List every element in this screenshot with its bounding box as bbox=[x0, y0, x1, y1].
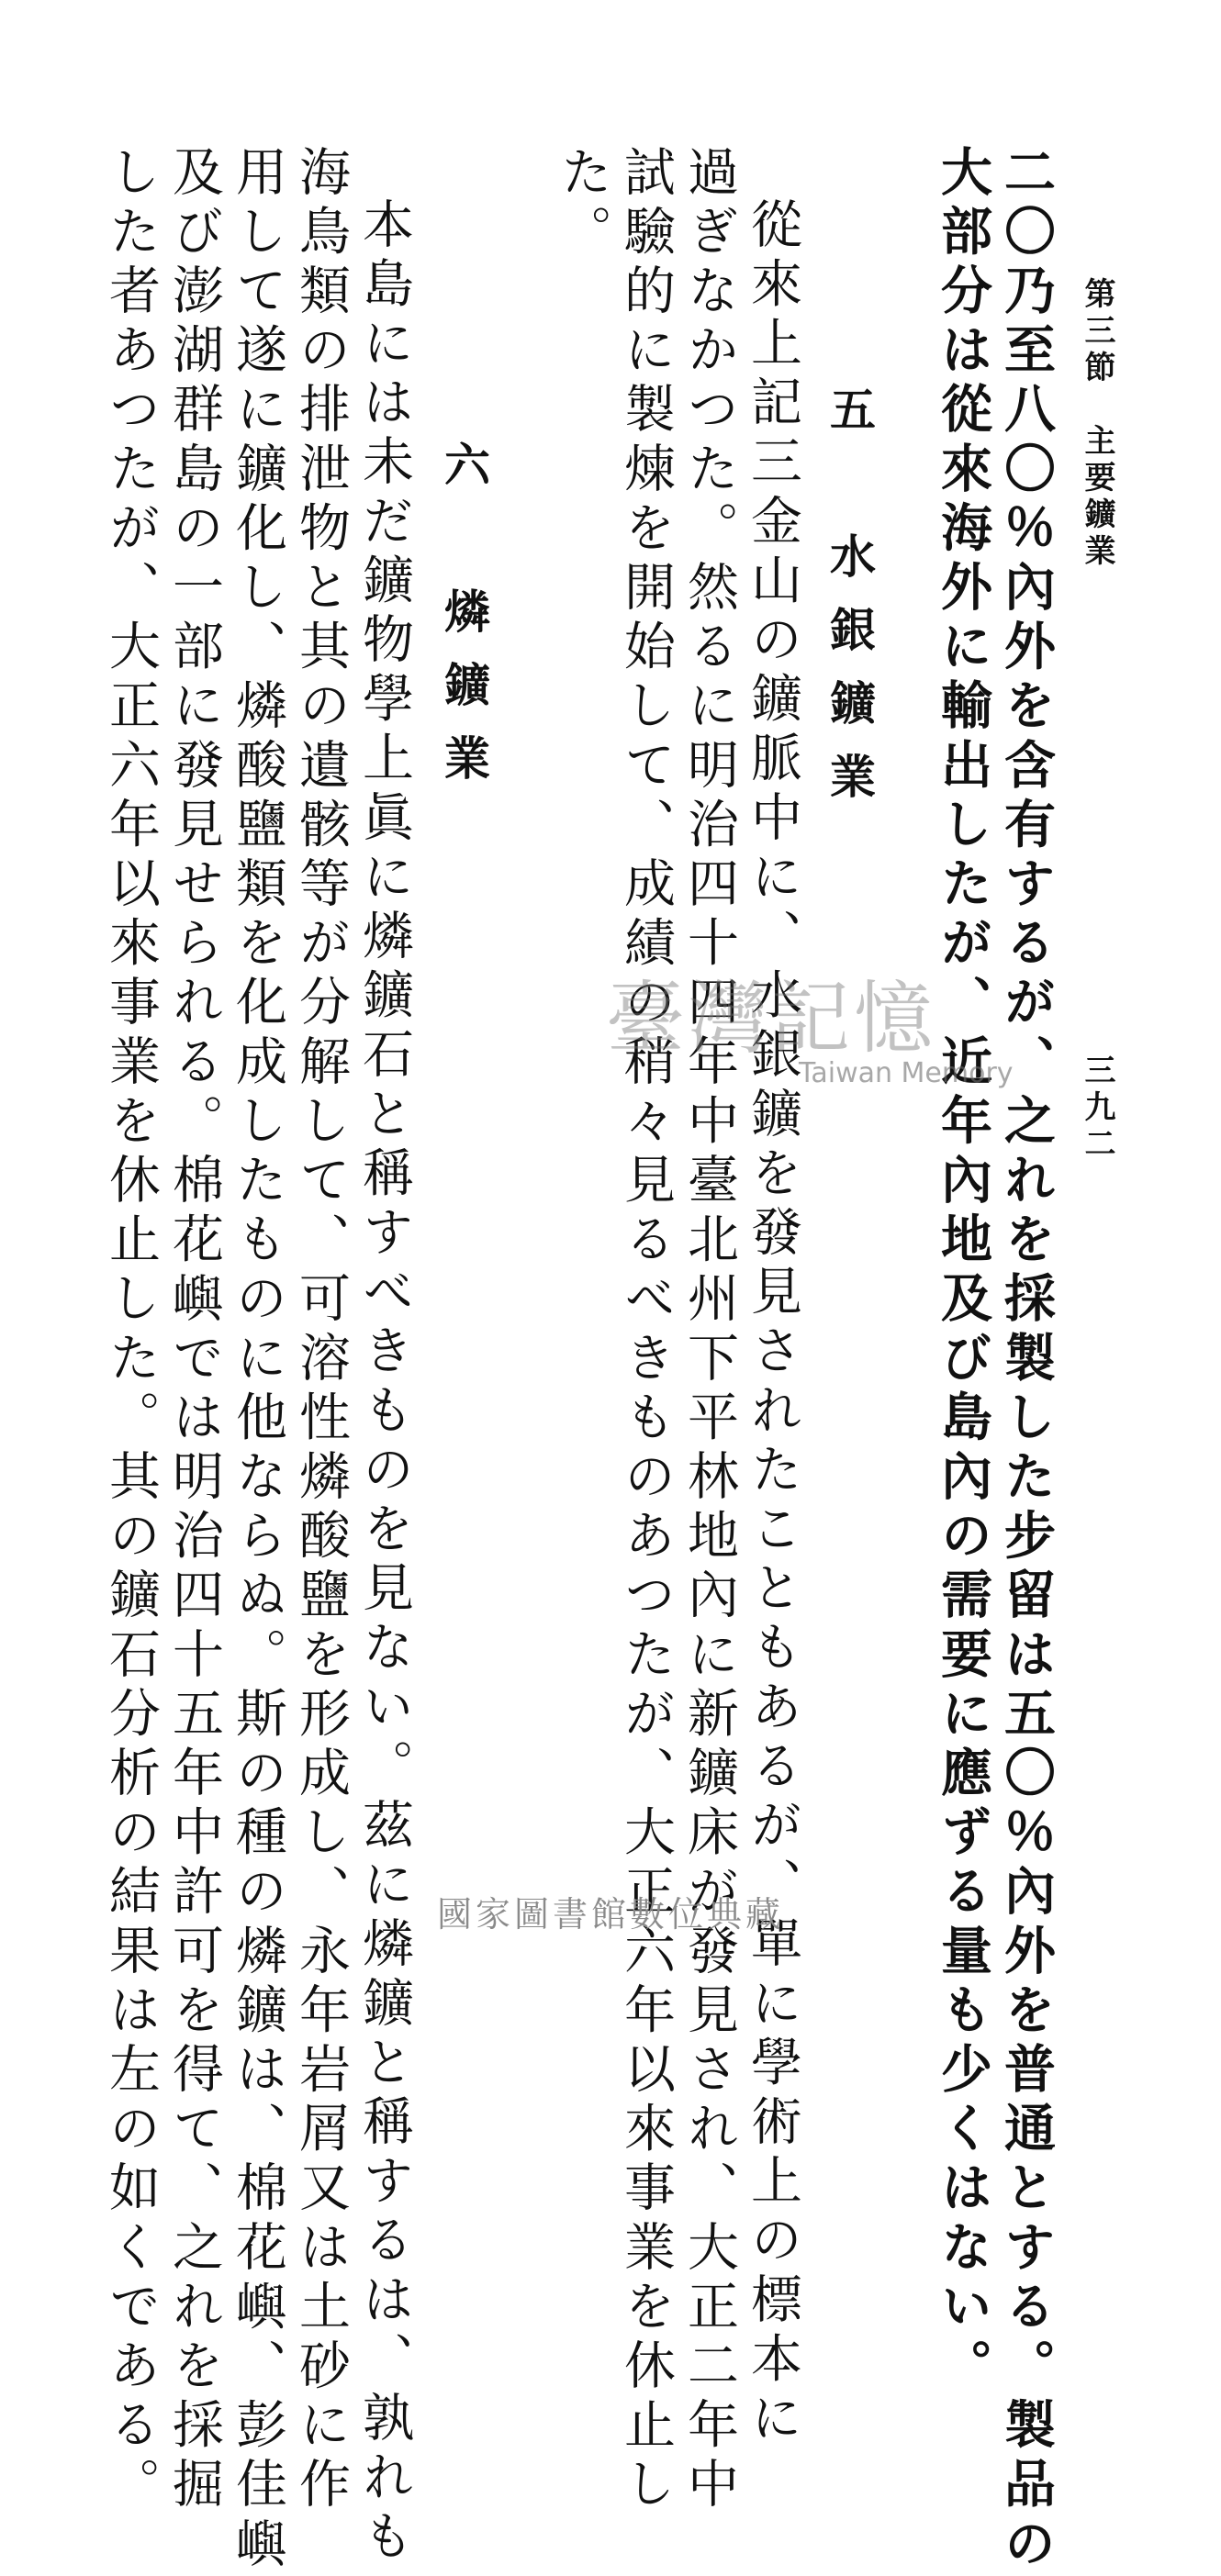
text-line: 及び澎湖群島の一部に發見せられる。棉花嶼では明治四十五年中許可を得て、之れを採掘 bbox=[164, 145, 224, 2516]
text-line: 本島には未だ鑛物學上眞に燐鑛石と稱すべきものを見ない。茲に燐鑛と稱するは、孰れも bbox=[354, 197, 414, 2569]
text-line: 二〇乃至八〇％內外を含有するが、之れを採製した步留は五〇％內外を普通とする。製品の bbox=[996, 145, 1057, 2576]
text-line: した者あつたが、大正六年以來事業を休止した。其の鑛石分析の結果は左の如くである。 bbox=[101, 145, 161, 2516]
text-line: 大部分は從來海外に輸出したが、近年內地及び島內の需要に應ずる量も少くはない。 bbox=[933, 145, 993, 2398]
running-title: 第三節 主要鑛業 bbox=[1079, 277, 1115, 571]
watermark-logo bbox=[588, 954, 1014, 1101]
watermark-sub-text: Taiwan Memory bbox=[799, 1057, 1014, 1089]
footer-archive-label: 國家圖書館數位典藏 bbox=[436, 1894, 784, 1935]
text-line: 從來上記三金山の鑛脈中に、水銀鑛を發見されたこともあるが、單に學術上の標本に bbox=[743, 197, 802, 2450]
text-line: た。 bbox=[553, 145, 612, 264]
text-line: 用して遂に鑛化し、燐酸鹽類を化成したものに他ならぬ。斯の種の燐鑛は、棉花嶼、彭佳嶼 bbox=[228, 145, 287, 2576]
text-line: 過ぎなかつた。然るに明治四十四年中臺北州下平林地內に新鑛床が發見され、大正二年中 bbox=[679, 145, 739, 2516]
watermark-main-text: 臺灣記憶 bbox=[606, 973, 936, 1065]
page-number: 三九二 bbox=[1079, 1054, 1115, 1164]
section-heading-phosphate: 六 燐鑛業 bbox=[437, 440, 491, 808]
text-line: 海鳥類の排泄物と其の遺骸等が分解して、可溶性燐酸鹽を形成し、永年岩屑又は土砂に作 bbox=[291, 145, 351, 2516]
section-heading-mercury: 五 水銀鑛業 bbox=[823, 385, 877, 826]
text-line: 試驗的に製煉を開始して、成績の稍々見るべきものあつたが、大正六年以來事業を休止し bbox=[616, 145, 676, 2516]
